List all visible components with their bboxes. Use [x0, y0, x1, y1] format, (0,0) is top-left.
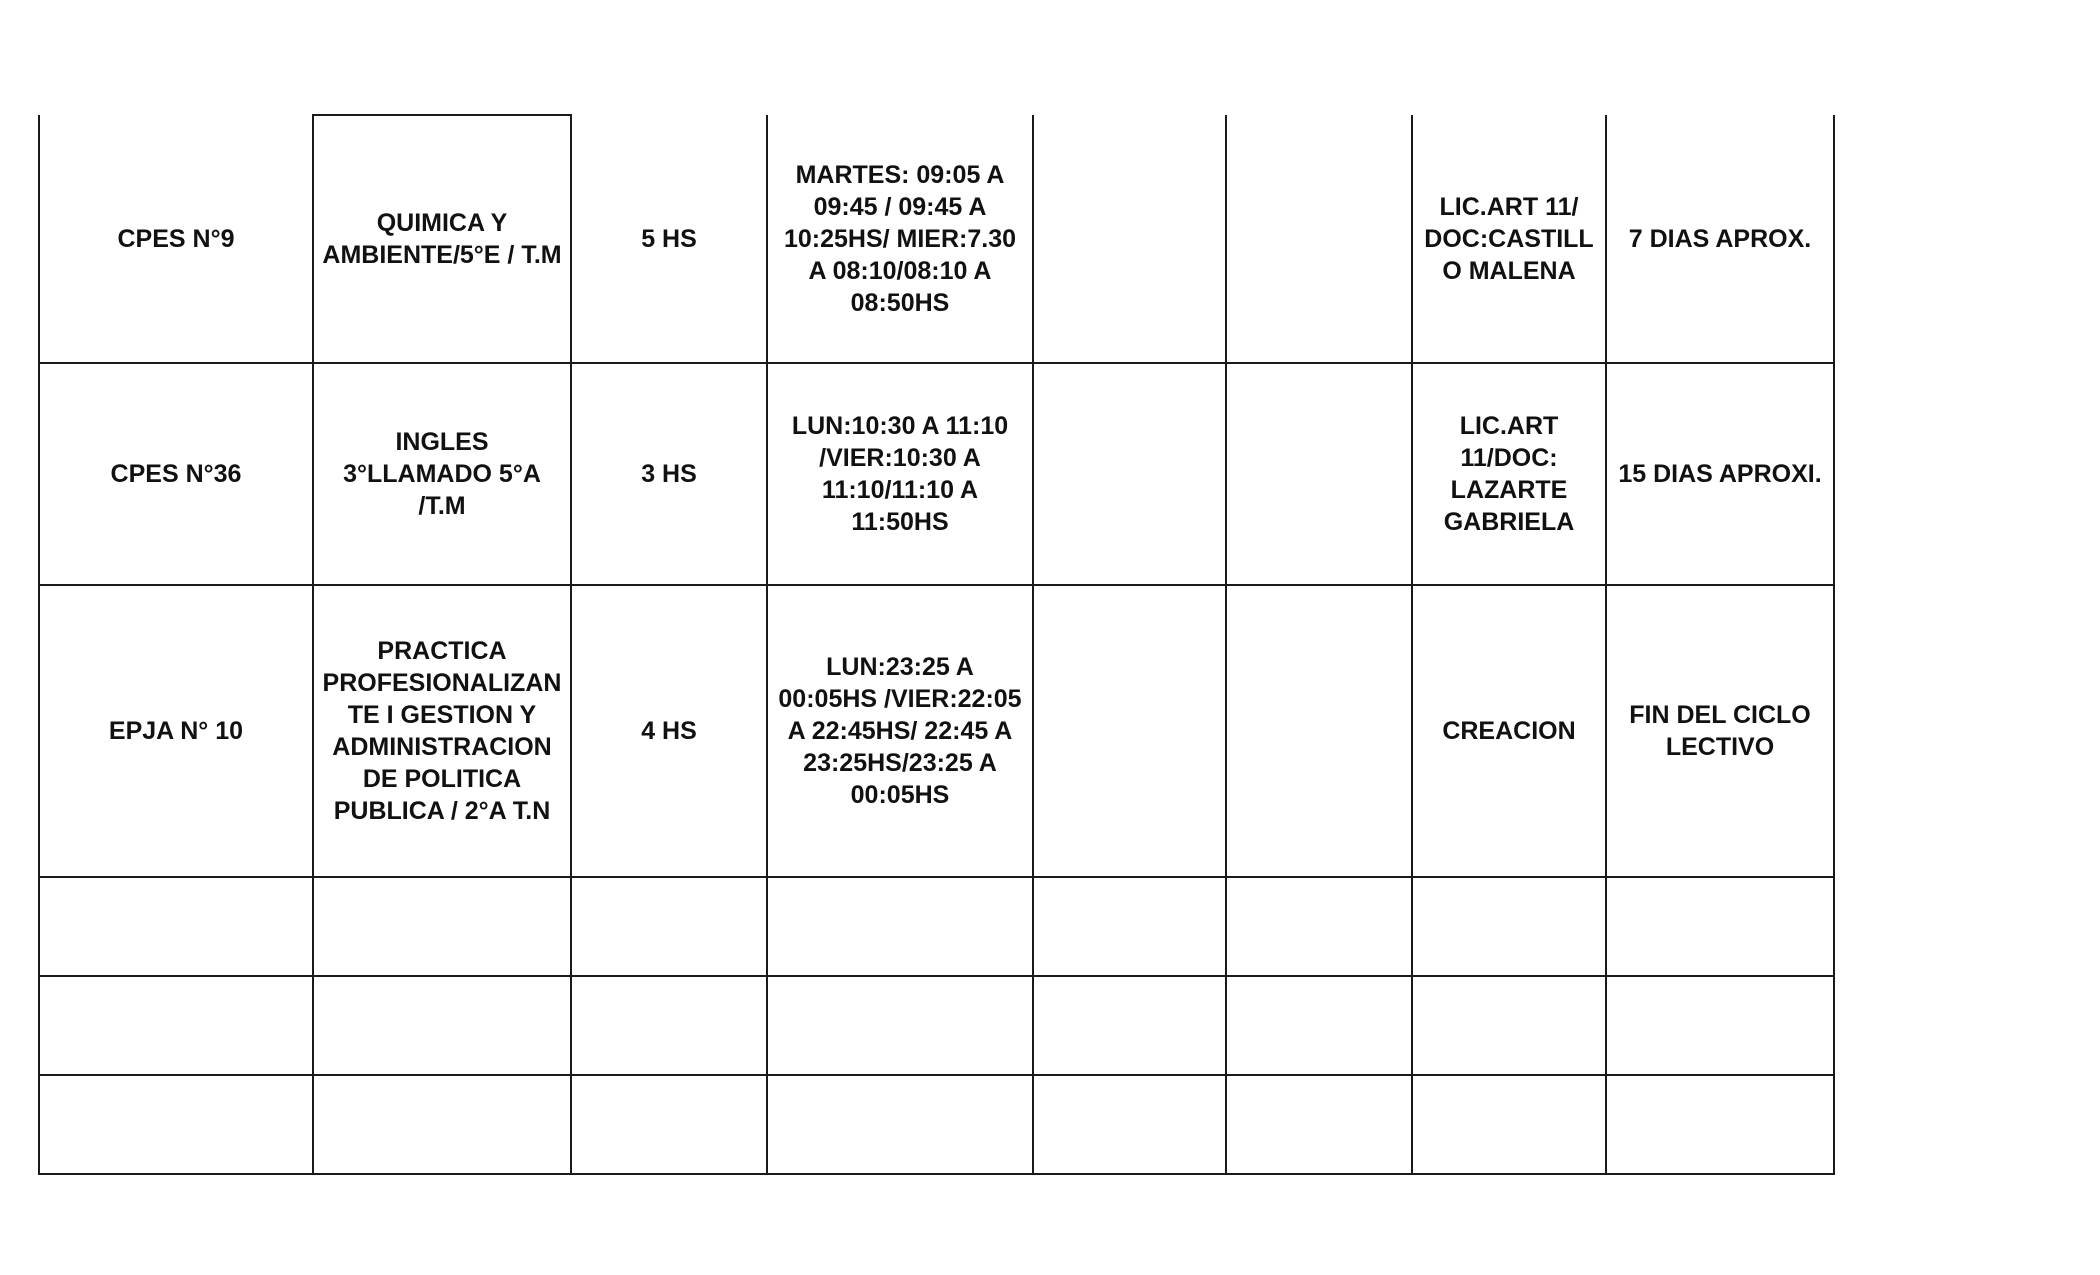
duration-cell[interactable]: FIN DEL CICLO LECTIVO	[1606, 585, 1834, 877]
school-cell[interactable]	[39, 976, 313, 1075]
empty-cell[interactable]	[1226, 115, 1412, 363]
schedule-cell[interactable]	[767, 1075, 1033, 1174]
reason-cell[interactable]: LIC.ART 11/ DOC:CASTILL O MALENA	[1412, 115, 1606, 363]
duration-cell[interactable]	[1606, 976, 1834, 1075]
hours-cell[interactable]	[571, 877, 767, 976]
hours-cell[interactable]: 4 HS	[571, 585, 767, 877]
schedule-cell[interactable]	[767, 976, 1033, 1075]
reason-cell[interactable]	[1412, 877, 1606, 976]
empty-cell[interactable]	[1226, 1075, 1412, 1174]
reason-cell[interactable]: CREACION	[1412, 585, 1606, 877]
subject-cell[interactable]: QUIMICA Y AMBIENTE/5°E / T.M	[313, 115, 571, 363]
table-row	[39, 877, 1834, 976]
duration-cell[interactable]	[1606, 877, 1834, 976]
hours-cell[interactable]	[571, 1075, 767, 1174]
empty-cell[interactable]	[1033, 585, 1226, 877]
reason-cell[interactable]	[1412, 1075, 1606, 1174]
empty-cell[interactable]	[1033, 363, 1226, 585]
empty-cell[interactable]	[1226, 585, 1412, 877]
schedule-cell[interactable]: MARTES: 09:05 A 09:45 / 09:45 A 10:25HS/ MIER:7.30 A 08:10/08:10 A 08:50HS	[767, 115, 1033, 363]
empty-cell[interactable]	[1226, 363, 1412, 585]
hours-cell[interactable]	[571, 976, 767, 1075]
subject-cell[interactable]	[313, 1075, 571, 1174]
school-cell[interactable]	[39, 1075, 313, 1174]
duration-cell[interactable]: 7 DIAS APROX.	[1606, 115, 1834, 363]
reason-cell[interactable]	[1412, 976, 1606, 1075]
table-row	[39, 976, 1834, 1075]
hours-cell[interactable]: 5 HS	[571, 115, 767, 363]
duration-cell[interactable]: 15 DIAS APROXI.	[1606, 363, 1834, 585]
hours-cell[interactable]: 3 HS	[571, 363, 767, 585]
table-row	[39, 115, 1834, 363]
empty-cell[interactable]	[1033, 877, 1226, 976]
school-cell[interactable]: CPES N°9	[39, 115, 313, 363]
schedule-cell[interactable]: LUN:10:30 A 11:10 /VIER:10:30 A 11:10/11:10 A 11:50HS	[767, 363, 1033, 585]
subject-cell[interactable]: INGLES 3°LLAMADO 5°A /T.M	[313, 363, 571, 585]
empty-cell[interactable]	[1226, 976, 1412, 1075]
empty-cell[interactable]	[1033, 115, 1226, 363]
duration-cell[interactable]	[1606, 1075, 1834, 1174]
reason-cell[interactable]: LIC.ART 11/DOC: LAZARTE GABRIELA	[1412, 363, 1606, 585]
subject-cell[interactable]: PRACTICA PROFESIONALIZAN TE I GESTION Y ADMINISTRACION DE POLITICA PUBLICA / 2°A T.N	[313, 585, 571, 877]
table-row	[39, 585, 1834, 877]
subject-cell[interactable]	[313, 877, 571, 976]
school-cell[interactable]: EPJA N° 10	[39, 585, 313, 877]
spreadsheet-table	[38, 114, 1835, 1175]
table-row	[39, 363, 1834, 585]
empty-cell[interactable]	[1033, 976, 1226, 1075]
school-cell[interactable]	[39, 877, 313, 976]
table-row	[39, 1075, 1834, 1174]
schedule-cell[interactable]	[767, 877, 1033, 976]
school-cell[interactable]: CPES N°36	[39, 363, 313, 585]
schedule-cell[interactable]: LUN:23:25 A 00:05HS /VIER:22:05 A 22:45HS/ 22:45 A 23:25HS/23:25 A 00:05HS	[767, 585, 1033, 877]
empty-cell[interactable]	[1033, 1075, 1226, 1174]
empty-cell[interactable]	[1226, 877, 1412, 976]
subject-cell[interactable]	[313, 976, 571, 1075]
